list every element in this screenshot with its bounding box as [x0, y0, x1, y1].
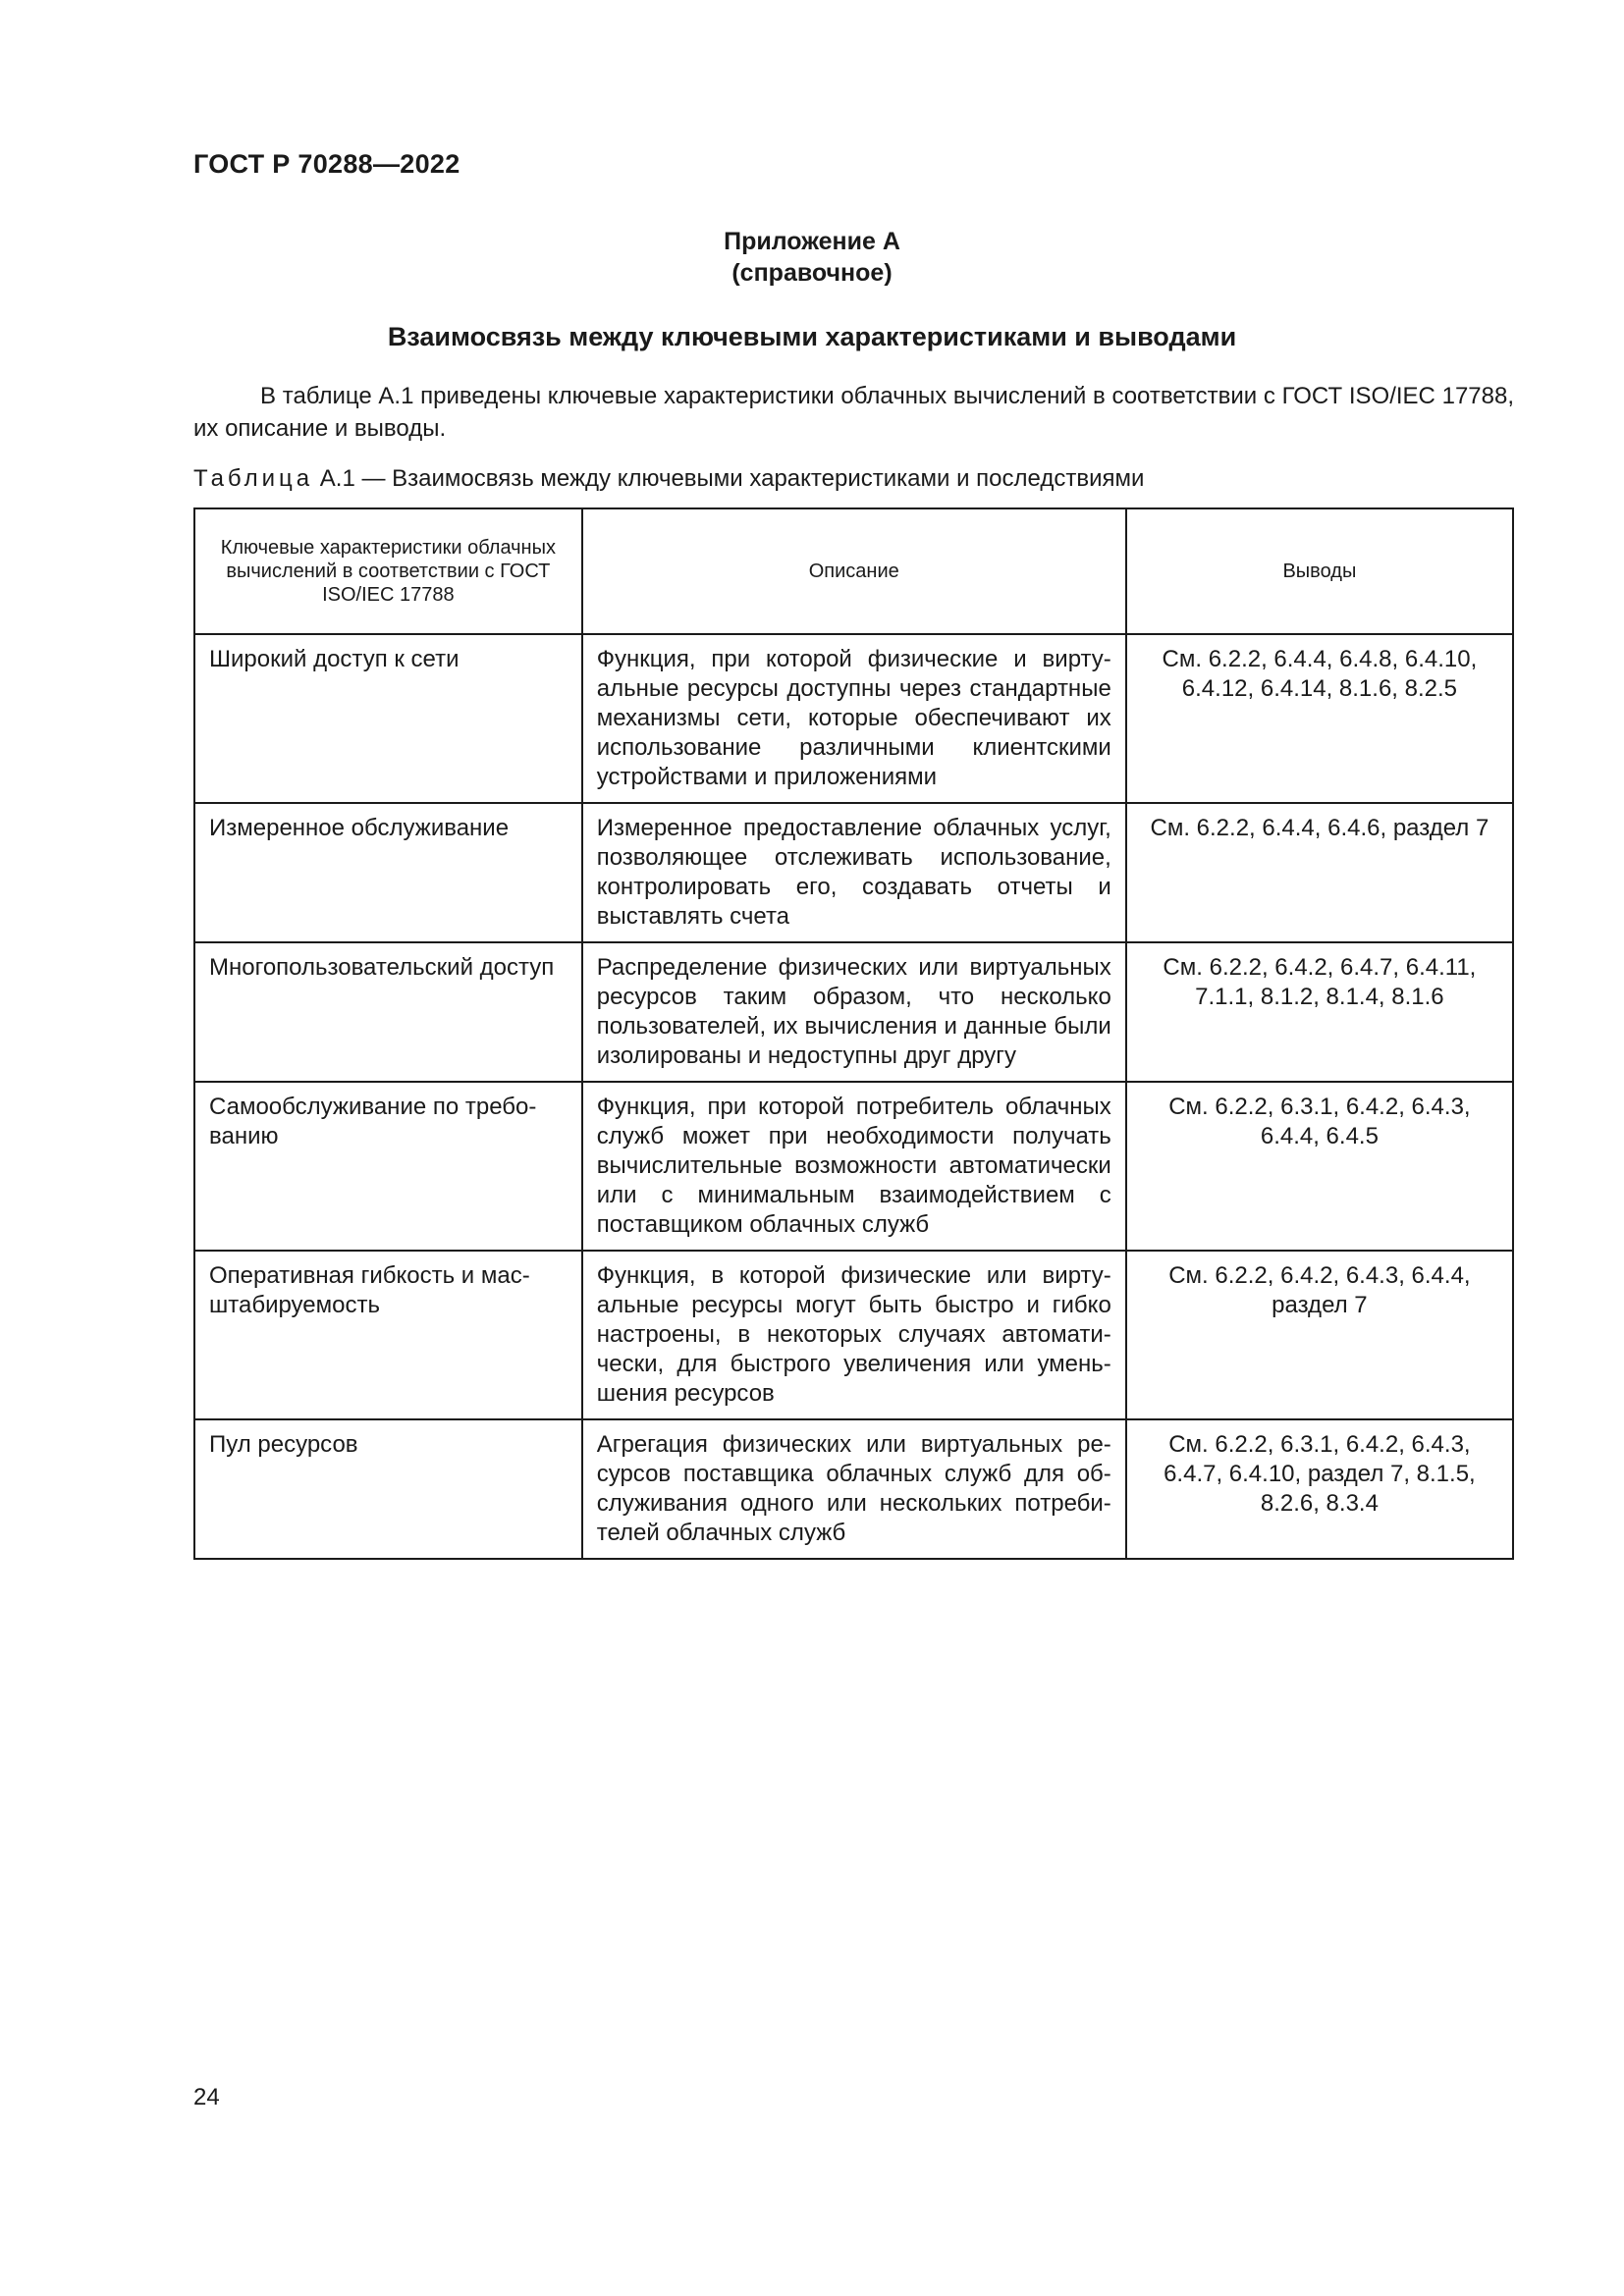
table-caption-word: Таблица [193, 465, 314, 492]
header-conclusions: Выводы [1126, 508, 1513, 634]
cell-characteristic: Самообслуживание по требованию [194, 1082, 582, 1251]
appendix-status: (справочное) [731, 259, 893, 287]
table-row [194, 803, 1513, 942]
characteristics-table [193, 507, 1514, 1560]
cell-characteristic: Широкий доступ к сети [194, 634, 582, 803]
section-title: Взаимосвязь между ключевыми характеристиками и выводами [387, 322, 1237, 351]
cell-conclusions: См. 6.2.2, 6.4.4, 6.4.6, раздел 7 [1126, 803, 1513, 942]
cell-conclusions: См. 6.2.2, 6.4.4, 6.4.8, 6.4.10, 6.4.12, 6.4.14, 8.1.6, 8.2.5 [1126, 634, 1513, 803]
cell-characteristic: Пул ресурсов [194, 1419, 582, 1559]
cell-description: Функция, при которой потребитель облачных служб может при необходимости получать вычислительные возможности автоматически или с минимальным взаимодействием с поставщиком облачных служб [582, 1082, 1126, 1251]
cell-description: Функция, при которой физические и виртуальные ресурсы доступны через стандартные механизмы сети, которые обеспечивают их использование различными клиентскими устройствами и приложениями [582, 634, 1126, 803]
cell-characteristic: Оперативная гибкость и масштабируемость [194, 1251, 582, 1419]
cell-conclusions: См. 6.2.2, 6.4.2, 6.4.7, 6.4.11, 7.1.1, 8.1.2, 8.1.4, 8.1.6 [1126, 942, 1513, 1082]
table-row [194, 1251, 1513, 1419]
cell-conclusions: См. 6.2.2, 6.3.1, 6.4.2, 6.4.3, 6.4.4, 6.4.5 [1126, 1082, 1513, 1251]
header-description: Описание [582, 508, 1126, 634]
table-row [194, 1419, 1513, 1559]
intro-text: В таблице А.1 приведены ключевые характеристики облачных вычислений в соответствии с ГОСТ ISO/IEC 17788, их описание и выводы. [193, 383, 1514, 442]
cell-conclusions: См. 6.2.2, 6.3.1, 6.4.2, 6.4.3, 6.4.7, 6.4.10, раздел 7, 8.1.5, 8.2.6, 8.3.4 [1126, 1419, 1513, 1559]
table-caption-text: А.1 — Взаимосвязь между ключевыми характеристиками и последствиями [313, 465, 1145, 492]
cell-characteristic: Многопользовательский доступ [194, 942, 582, 1082]
page-number: 24 [193, 2084, 220, 2110]
table-header-row [194, 508, 1513, 634]
intro-paragraph [193, 380, 1514, 445]
cell-description: Функция, в которой физические или виртуальные ресурсы могут быть быстро и гибко настроены, в некоторых случаях автоматически, для быстрого увеличения или уменьшения ресурсов [582, 1251, 1126, 1419]
cell-description: Распределение физических или виртуальных ресурсов таким образом, что несколько пользователей, их вычисления и данные были изолированы и недоступны друг другу [582, 942, 1126, 1082]
table-row [194, 1082, 1513, 1251]
cell-characteristic: Измеренное обслуживание [194, 803, 582, 942]
cell-conclusions: См. 6.2.2, 6.4.2, 6.4.3, 6.4.4, раздел 7 [1126, 1251, 1513, 1419]
cell-description: Измеренное предоставление облачных услуг, позволяющее отслеживать использование, контролировать его, создавать отчеты и выставлять счета [582, 803, 1126, 942]
table-caption [193, 465, 1144, 493]
appendix-title: Приложение А [724, 228, 900, 255]
table-row [194, 634, 1513, 803]
document-code: ГОСТ Р 70288—2022 [193, 149, 460, 179]
cell-description: Агрегация физических или виртуальных ресурсов поставщика облачных служб для обслуживания одного или нескольких потребителей облачных служб [582, 1419, 1126, 1559]
header-characteristic: Ключевые характеристики облачных вычислений в соответствии с ГОСТ ISO/IEC 17788 [194, 508, 582, 634]
table-row [194, 942, 1513, 1082]
